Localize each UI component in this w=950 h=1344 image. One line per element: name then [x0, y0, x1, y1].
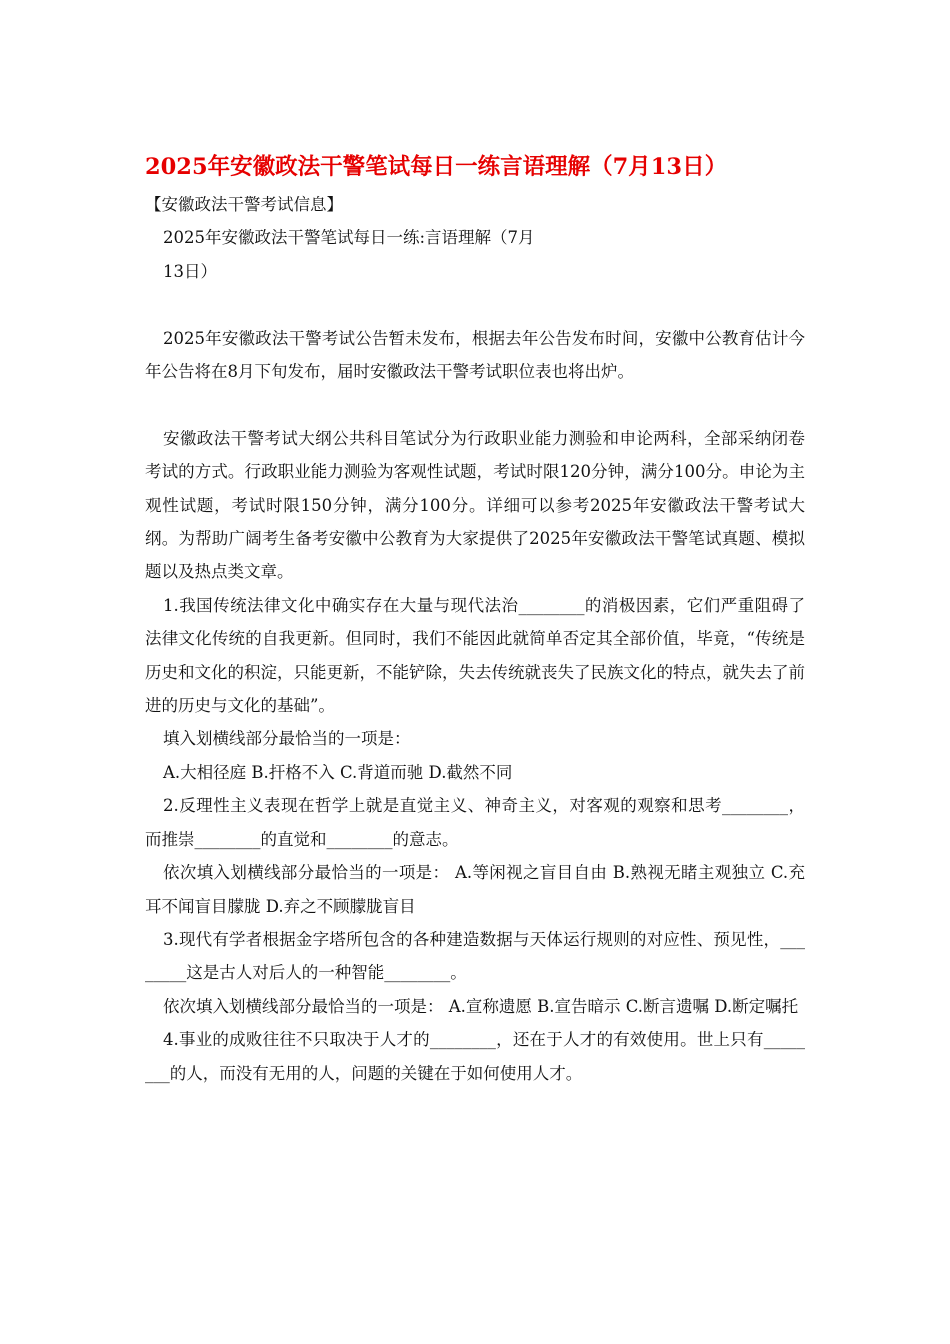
spacer: [145, 288, 805, 321]
document-title: 2025年安徽政法干警笔试每日一练言语理解（7月13日）: [145, 154, 728, 180]
paragraph-exam-outline: 安徽政法干警考试大纲公共科目笔试分为行政职业能力测验和申论两科，全部采纳闭卷考试的方式。行政职业能力测验为客观性试题，考试时限120分钟，满分100分。申论为主观性试题，考试时限150分钟，满分100分。详细可以参考2025年安徽政法干警考试大纲。为帮助广阔考生备考安徽中公教育为大家提供了2025年安徽政法干警笔试真题、模拟题以及热点类文章。: [145, 428, 805, 582]
spacer: [145, 388, 805, 421]
subtitle-line-2: 13日）: [163, 261, 217, 281]
question-2-prompt: 依次填入划横线部分最恰当的一项是： A.等闲视之盲目自由 B.熟视无睹主观独立 C.充耳不闻盲目朦胧 D.弃之不顾朦胧盲目: [145, 863, 806, 916]
document-page: [145, 150, 805, 1090]
question-3-stem: 3.现代有学者根据金字塔所包含的各种建造数据与天体运行规则的对应性、预见性，________这是古人对后人的一种智能________。: [145, 929, 805, 983]
question-2-stem: 2.反理性主义表现在哲学上就是直觉主义、神奇主义，对客观的观察和思考________，而推崇________的直觉和________的意志。: [145, 796, 805, 849]
question-3-prompt: 依次填入划横线部分最恰当的一项是： A.宣称遗愿 B.宣告暗示 C.断言遗嘱 D.断定嘱托: [163, 996, 799, 1016]
question-1-stem: 1.我国传统法律文化中确实存在大量与现代法治________的消极因素，它们严重阻碍了法律文化传统的自我更新。但同时，我们不能因此就简单否定其全部价值，毕竟，“传统是历史和文化的积淀，只能更新，不能铲除，失去传统就丧失了民族文化的特点，就失去了前进的历史与文化的基础”。: [145, 595, 805, 716]
subtitle-line-1: 2025年安徽政法干警笔试每日一练:言语理解（7月: [163, 228, 535, 248]
question-4-stem: 4.事业的成败往往不只取决于人才的________，还在于人才的有效使用。世上只有________的人，而没有无用的人，问题的关键在于如何使用人才。: [145, 1030, 805, 1083]
paragraph-announcement: 2025年安徽政法干警考试公告暂未发布，根据去年公告发布时间，安徽中公教育估计今年公告将在8月下旬发布，届时安徽政法干警考试职位表也将出炉。: [145, 328, 805, 382]
info-header: 【安徽政法干警考试信息】: [145, 195, 343, 214]
question-1-options: A.大相径庭 B.扞格不入 C.背道而驰 D.截然不同: [163, 762, 513, 782]
question-1-prompt: 填入划横线部分最恰当的一项是：: [163, 729, 411, 749]
